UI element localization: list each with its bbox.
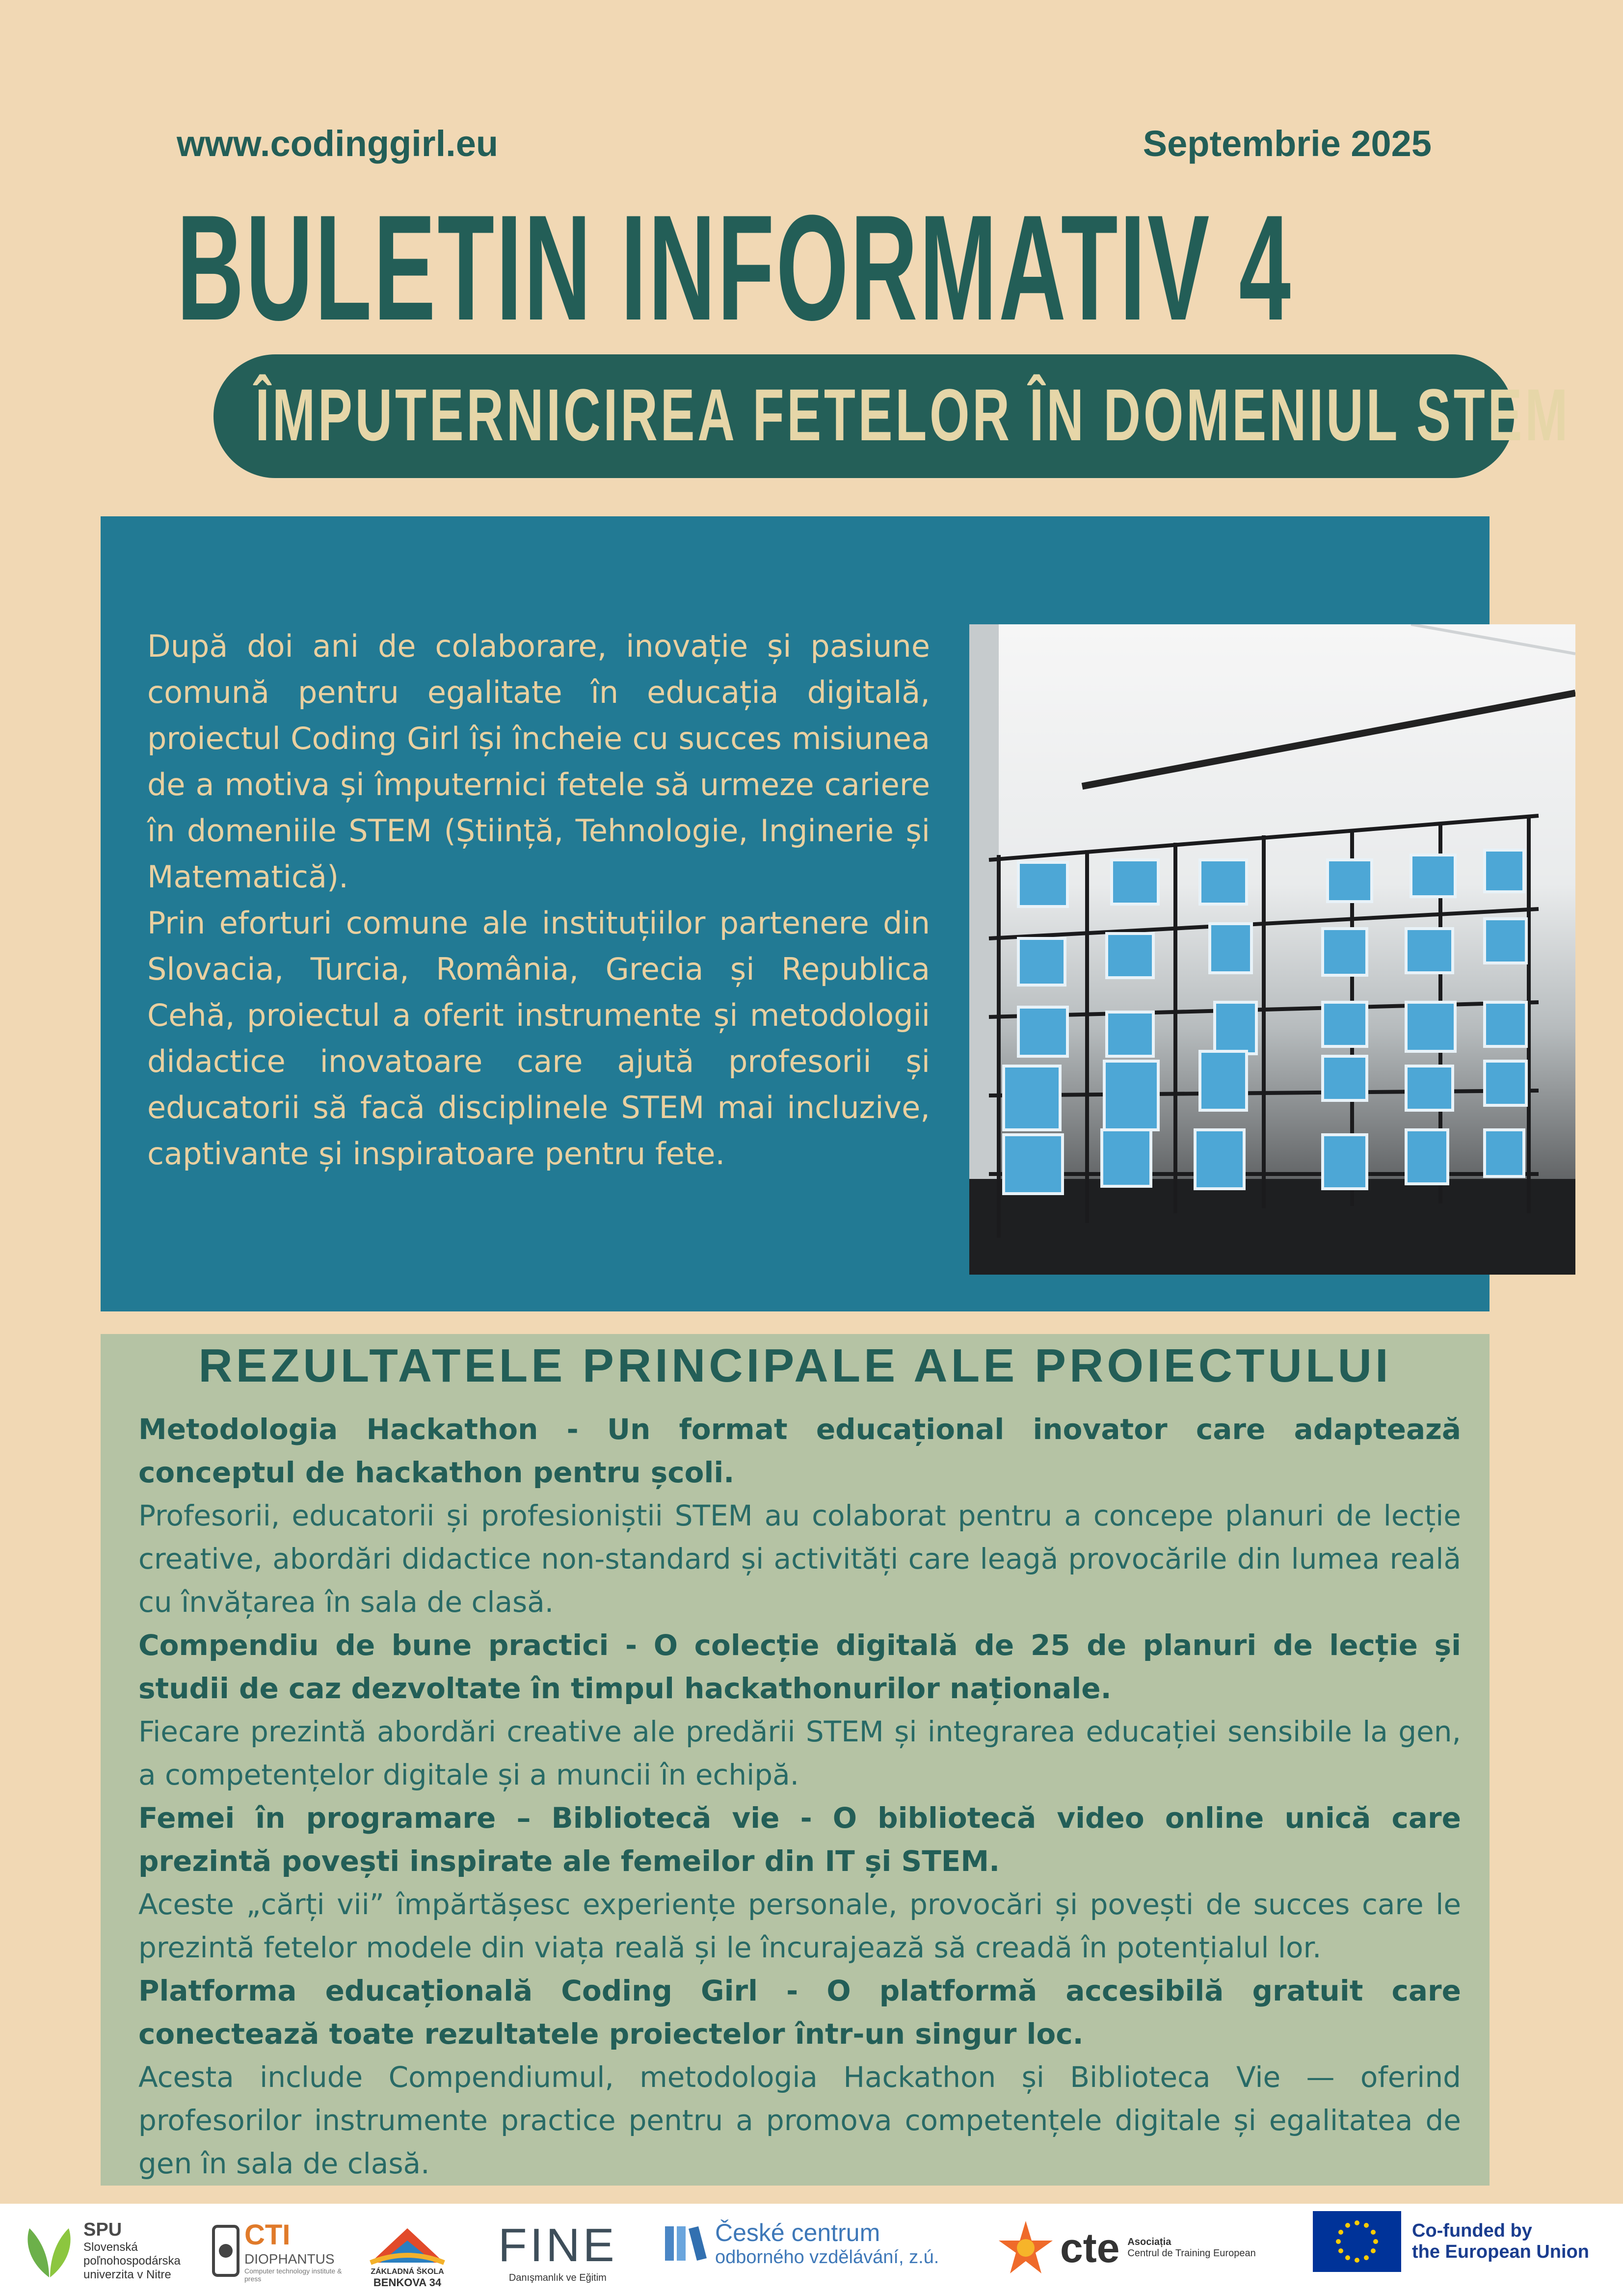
spu-line3: univerzita v Nitre [83, 2268, 171, 2281]
cte-line2: Centrul de Training European [1127, 2248, 1256, 2259]
benkova-line1: ZÁKLADNÁ ŠKOLA [371, 2268, 444, 2276]
cte-line1: Asociația [1127, 2237, 1171, 2247]
result-heading-1: Metodologia Hackathon - Un format educațional inovator care adaptează conceptul de hackathon pentru școli. [138, 1413, 1461, 1489]
newsletter-title: BULETIN INFORMATIV 4 [177, 184, 1293, 351]
website-url: www.codinggirl.eu [177, 123, 499, 164]
result-body-4: Acesta include Compendiumul, metodologia Hackathon și Biblioteca Vie — oferind profesorilor instrumente practice pentru a promova competențele digitale și egalitatea de gen în sala de clasă. [138, 2060, 1461, 2180]
exhibition-photo [969, 624, 1575, 1275]
result-heading-4: Platforma educațională Coding Girl - O platformă accesibilă gratuit care conectează toate rezultatele proiectelor într-un singur loc. [138, 1974, 1461, 2051]
spu-logo [20, 2218, 181, 2282]
cti-name: DIOPHANTUS [244, 2251, 335, 2267]
spu-line2: poľnohospodárska [83, 2254, 181, 2268]
ceske-logo [660, 2218, 939, 2268]
result-heading-3: Femei în programare – Bibliotecă vie - O bibliotecă video online unică care prezintă povești inspirate ale femeilor din IT și STEM. [138, 1801, 1461, 1878]
fine-abbr: FINE [498, 2219, 617, 2271]
ceske-line2: odborného vzdělávání, z.ú. [715, 2247, 939, 2268]
results-list [138, 1408, 1461, 2185]
subtitle-text: ÎMPUTERNICIREA FETELOR ÎN DOMENIUL STEM [255, 374, 1571, 456]
cti-abbr: CTI [244, 2219, 291, 2251]
fine-logo [498, 2218, 617, 2284]
spu-abbr: SPU [83, 2219, 122, 2240]
star-burst-icon [996, 2218, 1055, 2277]
issue-date: Septembrie 2025 [1143, 123, 1432, 164]
leaf-icon [20, 2218, 79, 2282]
fine-tag: Danışmanlık ve Eğitim [508, 2272, 607, 2283]
intro-text [147, 623, 930, 1177]
eu-line2: the European Union [1412, 2242, 1589, 2262]
benkova-line2: BENKOVA 34 [373, 2276, 442, 2289]
cti-logo [211, 2218, 343, 2283]
eu-logo [1313, 2211, 1589, 2272]
school-book-icon [366, 2218, 449, 2268]
eu-line1: Co-funded by [1412, 2220, 1532, 2241]
ceske-line1: České centrum [715, 2219, 880, 2246]
benkova-logo [366, 2218, 449, 2289]
cte-logo [996, 2218, 1256, 2277]
results-title: REZULTATELE PRINCIPALE ALE PROIECTULUI [198, 1339, 1392, 1392]
result-body-1: Profesorii, educatorii și profesioniștii STEM au colaborat pentru a concepe planuri de lecție creative, abordări didactice non-standard și activități care leagă provocările din lumea reală cu învățarea în sala de clasă. [138, 1499, 1461, 1619]
result-body-3: Aceste „cărți vii” împărtășesc experiențe personale, provocări și povești de succes care le prezintă fetelor modele din viața reală și le încurajează să creadă în potențialul lor. [138, 1888, 1461, 1964]
cte-abbr: cte [1060, 2224, 1120, 2271]
cti-tag: Computer technology institute & press [244, 2267, 342, 2283]
result-heading-2: Compendiu de bune practici - O colecție digitală de 25 de planuri de lecție și studii de caz dezvoltate în timpul hackathonurilor naționale. [138, 1629, 1461, 1705]
books-icon [660, 2219, 709, 2268]
eu-flag-icon [1313, 2211, 1401, 2272]
intro-paragraph-1: După doi ani de colaborare, inovație și pasiune comună pentru egalitate în educația digitală, proiectul Coding Girl își încheie cu succes misiunea de a motiva și împuternici fetele să urmeze cariere în domeniile STEM (Știință, Tehnologie, Inginerie și Matematică). [147, 628, 930, 895]
spu-line1: Slovenská [83, 2240, 138, 2254]
cti-emblem-icon [211, 2221, 240, 2280]
result-body-2: Fiecare prezintă abordări creative ale predării STEM și integrarea educației sensibile la gen, a competențelor digitale și a muncii în echipă. [138, 1715, 1461, 1791]
shelf-illustration [969, 624, 1575, 1275]
intro-paragraph-2: Prin eforturi comune ale instituțiilor partenere din Slovacia, Turcia, România, Grecia și Republica Cehă, proiectul a oferit instrumente și metodologii didactice inovatoare care ajută profesorii și educatorii să facă disciplinele STEM mai incluzive, captivante și inspiratoare pentru fete. [147, 905, 930, 1172]
